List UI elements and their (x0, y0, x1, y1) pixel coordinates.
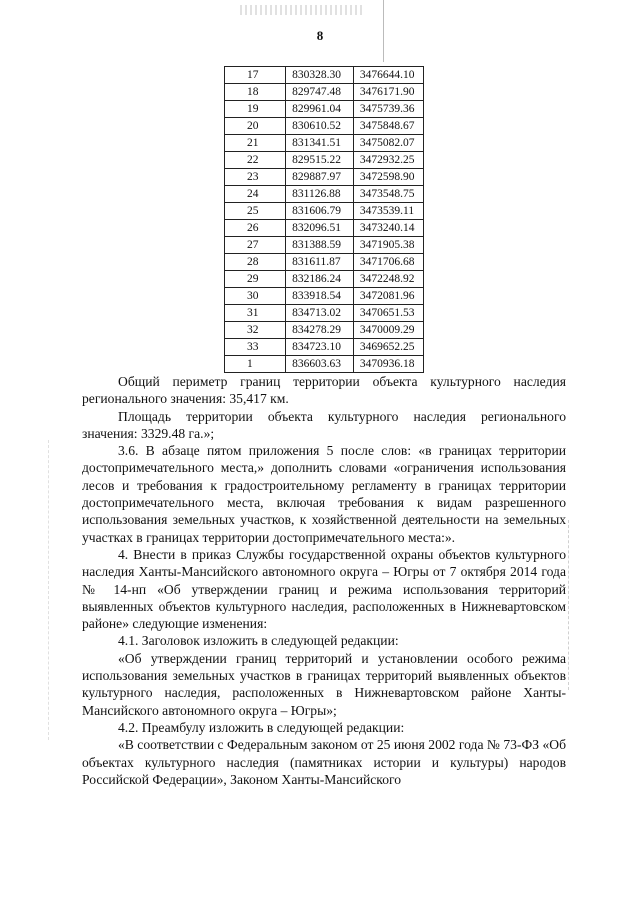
y-coordinate-cell: 3473539.11 (353, 203, 423, 220)
table-row (225, 237, 424, 254)
page-number: 8 (316, 28, 324, 43)
x-coordinate-cell: 831126.88 (286, 186, 354, 203)
y-coordinate-cell: 3475739.36 (353, 101, 423, 118)
point-number-cell: 23 (225, 169, 286, 186)
table-row (225, 67, 424, 84)
y-coordinate-cell: 3473548.75 (353, 186, 423, 203)
y-coordinate-cell: 3472932.25 (353, 152, 423, 169)
table-row (225, 220, 424, 237)
point-number-cell: 18 (225, 84, 286, 101)
y-coordinate-cell: 3471706.68 (353, 254, 423, 271)
x-coordinate-cell: 833918.54 (286, 288, 354, 305)
point-number-cell: 24 (225, 186, 286, 203)
scan-line (568, 520, 570, 690)
y-coordinate-cell: 3475082.07 (353, 135, 423, 152)
x-coordinate-cell: 834713.02 (286, 305, 354, 322)
x-coordinate-cell: 832186.24 (286, 271, 354, 288)
table-row (225, 135, 424, 152)
y-coordinate-cell: 3469652.25 (353, 339, 423, 356)
x-coordinate-cell: 830610.52 (286, 118, 354, 135)
y-coordinate-cell: 3470651.53 (353, 305, 423, 322)
point-number-cell: 33 (225, 339, 286, 356)
y-coordinate-cell: 3476171.90 (353, 84, 423, 101)
point-number-cell: 29 (225, 271, 286, 288)
body-text (82, 373, 566, 788)
y-coordinate-cell: 3476644.10 (353, 67, 423, 84)
x-coordinate-cell: 831388.59 (286, 237, 354, 254)
point-number-cell: 25 (225, 203, 286, 220)
x-coordinate-cell: 829887.97 (286, 169, 354, 186)
table-row (225, 152, 424, 169)
table-row (225, 118, 424, 135)
point-number-cell: 27 (225, 237, 286, 254)
scan-artifact (240, 5, 365, 15)
table-row (225, 84, 424, 101)
table-row (225, 339, 424, 356)
point-number-cell: 32 (225, 322, 286, 339)
y-coordinate-cell: 3470009.29 (353, 322, 423, 339)
x-coordinate-cell: 834723.10 (286, 339, 354, 356)
point-number-cell: 26 (225, 220, 286, 237)
table-row (225, 271, 424, 288)
x-coordinate-cell: 829515.22 (286, 152, 354, 169)
point-number-cell: 1 (225, 356, 286, 373)
table-row (225, 254, 424, 271)
paragraph: «Об утверждении границ территорий и установлении особого режима использования земельных участков в границах территорий выявленных объектов культурного наследия, расположенных в Нижневартовском районе Ханты-Мансийского автономного округа – Югры»; (82, 650, 566, 718)
x-coordinate-cell: 829961.04 (286, 101, 354, 118)
y-coordinate-cell: 3470936.18 (353, 356, 423, 373)
y-coordinate-cell: 3472081.96 (353, 288, 423, 305)
x-coordinate-cell: 831611.87 (286, 254, 354, 271)
y-coordinate-cell: 3471905.38 (353, 237, 423, 254)
point-number-cell: 31 (225, 305, 286, 322)
table-row (225, 169, 424, 186)
y-coordinate-cell: 3475848.67 (353, 118, 423, 135)
point-number-cell: 20 (225, 118, 286, 135)
point-number-cell: 17 (225, 67, 286, 84)
paragraph: 3.6. В абзаце пятом приложения 5 после слов: «в границах территории достопримечательного места,» дополнить словами «ограничения использования лесов и требования к градостроительному регламенту в границах территории достопримечательного места, включая требования к видам разрешенного использования земельных участков, к хозяйственной деятельности на земельных участках в границах территории достопримечательного места:». (82, 443, 566, 545)
y-coordinate-cell: 3472248.92 (353, 271, 423, 288)
coordinates-table (224, 66, 424, 373)
paragraph: 4. Внести в приказ Службы государственной охраны объектов культурного наследия Ханты-Мансийского автономного округа – Югры от 7 октября 2014 года № 14-нп «Об утверждении границ и режима использования территорий выявленных объектов культурного наследия, расположенных в Нижневартовском районе» следующие изменения: (82, 546, 566, 632)
x-coordinate-cell: 836603.63 (286, 356, 354, 373)
x-coordinate-cell: 829747.48 (286, 84, 354, 101)
x-coordinate-cell: 830328.30 (286, 67, 354, 84)
paragraph: 4.1. Заголовок изложить в следующей редакции: (118, 633, 399, 649)
paragraph: «В соответствии с Федеральным законом от 25 июня 2002 года № 73-ФЗ «Об объектах культурного наследия (памятниках истории и культуры) народов Российской Федерации», Законом Ханты-Мансийского (82, 737, 566, 787)
table-row (225, 186, 424, 203)
point-number-cell: 22 (225, 152, 286, 169)
y-coordinate-cell: 3473240.14 (353, 220, 423, 237)
y-coordinate-cell: 3472598.90 (353, 169, 423, 186)
point-number-cell: 28 (225, 254, 286, 271)
scan-line (48, 440, 50, 740)
x-coordinate-cell: 831341.51 (286, 135, 354, 152)
point-number-cell: 21 (225, 135, 286, 152)
table-row (225, 101, 424, 118)
x-coordinate-cell: 834278.29 (286, 322, 354, 339)
table-row (225, 305, 424, 322)
paragraph: Площадь территории объекта культурного наследия регионального значения: 3329.48 га.»; (82, 408, 566, 441)
paragraph: Общий периметр границ территории объекта культурного наследия регионального значения: 35,417 км. (82, 374, 566, 407)
table-row (225, 356, 424, 373)
x-coordinate-cell: 831606.79 (286, 203, 354, 220)
table-row (225, 322, 424, 339)
point-number-cell: 19 (225, 101, 286, 118)
point-number-cell: 30 (225, 288, 286, 305)
x-coordinate-cell: 832096.51 (286, 220, 354, 237)
table-row (225, 288, 424, 305)
table-row (225, 203, 424, 220)
paragraph: 4.2. Преамбулу изложить в следующей редакции: (118, 719, 405, 735)
